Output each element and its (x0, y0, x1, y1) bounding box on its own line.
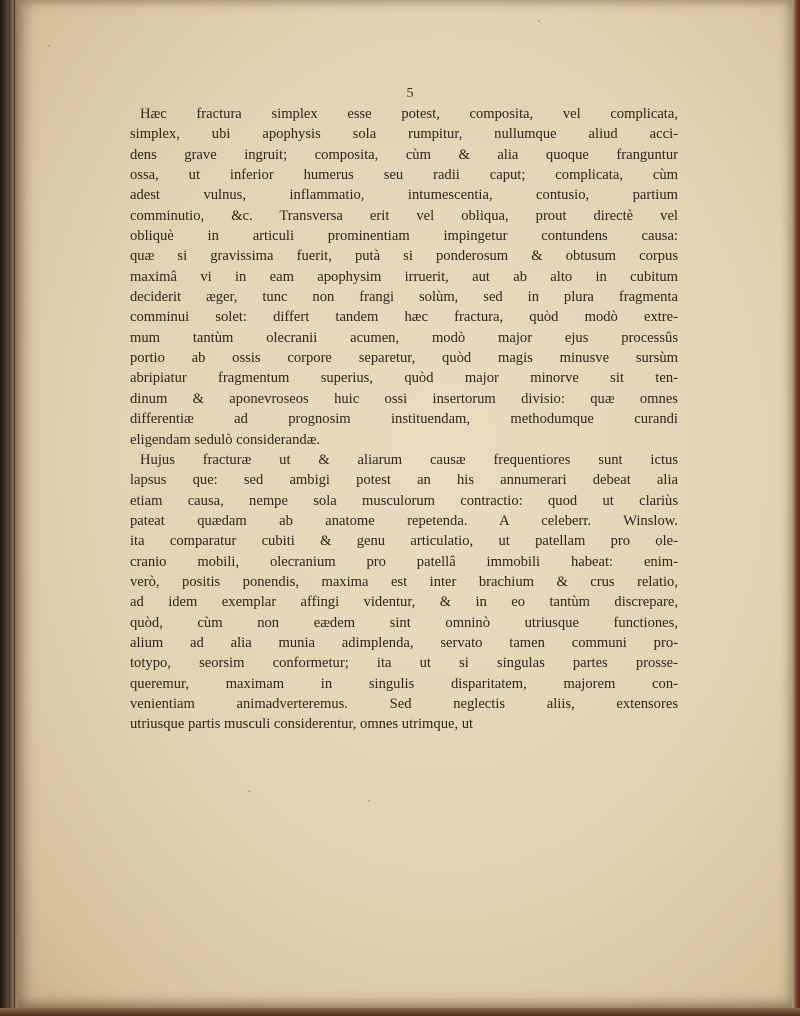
page-edge-right (792, 0, 800, 1016)
text-line: portio ab ossis corpore separetur, quòd magis minusve sursùm (130, 350, 678, 367)
page-number: 5 (406, 86, 414, 101)
text-line: cranio mobili, olecranium pro patellâ immobili habeat: enim- (130, 553, 678, 570)
text-line: dinum & aponevroseos huic ossi insertorum divisio: quæ omnes (130, 390, 678, 407)
text-line: Hujus fracturæ ut & aliarum causæ frequentiores sunt ictus (140, 451, 678, 468)
text-line: dens grave ingruit; composita, cùm & alia quoque franguntur (130, 146, 678, 163)
text-line: comminui solet: differt tandem hæc fractura, quòd modò extre- (130, 309, 678, 326)
text-line: etiam causa, nempe sola musculorum contractio: quod ut clariùs (130, 492, 678, 509)
text-line: utriusque partis musculi considerentur, omnes utrimque, ut (130, 716, 474, 733)
binding-line (4, 0, 5, 1016)
text-line: abripiatur fragmentum superius, quòd major minorve sit ten- (130, 370, 678, 387)
text-line: differentiæ ad prognosim instituendam, methodumque curandi (130, 411, 678, 428)
text-line: quòd, cùm non eædem sint omninò utriusque functiones, (130, 614, 678, 631)
text-line: Hæc fractura simplex esse potest, composita, vel complicata, (140, 106, 678, 122)
text-line: comminutio, &c. Transversa erit vel obliqua, prout directè vel (130, 207, 678, 224)
text-line: eligendam sedulò considerandæ. (130, 431, 321, 448)
text-line: totypo, seorsim conformetur; ita ut si singulas partes prosse- (130, 655, 678, 672)
text-line: ad idem exemplar affingi videntur, & in eo tantùm discrepare, (130, 594, 678, 611)
text-line: queremur, maximam in singulis disparitatem, majorem con- (130, 675, 678, 692)
book-binding (0, 0, 20, 1016)
text-line: ita comparatur cubiti & genu articulatio, ut patellam pro ole- (130, 533, 678, 550)
text-line: lapsus que: sed ambigi potest an his annumerari debeat alia (130, 472, 678, 489)
text-line: simplex, ubi apophysis sola rumpitur, nullumque aliud acci- (130, 126, 678, 143)
text-line: ossa, ut inferior humerus seu radii caput; complicata, cùm (130, 167, 678, 184)
binding-line (14, 0, 15, 1016)
text-line: verò, positis ponendis, maxima est inter brachium & crus relatio, (130, 573, 678, 590)
text-line: maximâ vi in eam apophysim irruerit, aut ab alto in cubitum (130, 268, 678, 285)
body-text (130, 84, 678, 735)
text-line: deciderit æger, tunc non frangi solùm, sed in plura fragmenta (130, 289, 678, 306)
text-line: venientiam animadverteremus. Sed neglectis aliis, extensores (130, 695, 678, 712)
binding-line (9, 0, 10, 1016)
text-line: quæ si gravissima fuerit, putà si ponderosum & obtusum corpus (130, 248, 678, 265)
text-line: pateat quædam ab anatome repetenda. A celeberr. Winslow. (130, 512, 678, 529)
page-edge-bottom (0, 1008, 800, 1016)
text-line: adest vulnus, inflammatio, intumescentia, contusio, partium (130, 187, 678, 204)
text-line: alium ad alia munia adimplenda, servato tamen communi pro- (130, 634, 678, 651)
text-line: obliquè in articuli prominentiam impingetur contundens causa: (130, 228, 678, 245)
text-line: mum tantùm olecranii acumen, modò major ejus processûs (130, 329, 678, 346)
